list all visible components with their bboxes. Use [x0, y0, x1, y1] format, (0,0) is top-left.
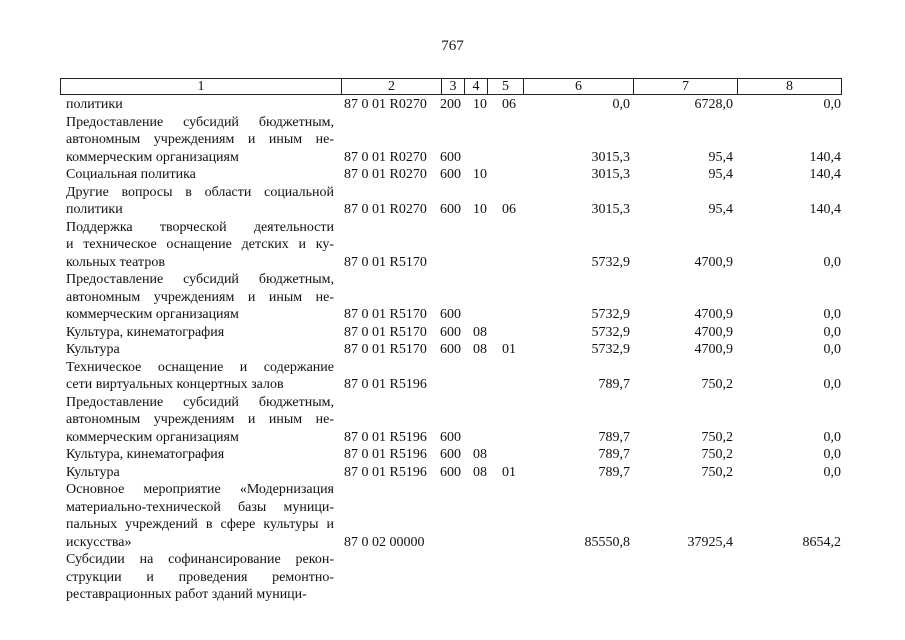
row-amount-col7: 6728,0 [694, 97, 733, 112]
row-amount-col8: 0,0 [823, 447, 841, 462]
row-section: 10 [473, 167, 487, 182]
row-name [66, 271, 334, 324]
row-name-line: искусства» [66, 534, 132, 550]
row-amount-col8: 140,4 [809, 167, 841, 182]
row-name [66, 551, 334, 604]
row-code: 87 0 01 R0270 [344, 167, 427, 182]
row-code: 87 0 01 R0270 [344, 202, 427, 217]
row-amount-col7: 95,4 [708, 149, 733, 165]
row-section: 08 [473, 464, 487, 480]
header-col-8: 8 [786, 79, 793, 94]
row-name-line: коммерческим организациям [66, 429, 239, 445]
row-code: 87 0 01 R5196 [344, 447, 427, 462]
row-amount-col6: 789,7 [598, 447, 630, 462]
row-name-line: реставрационных работ зданий муници- [66, 587, 307, 602]
row-amount-col7: 4700,9 [694, 324, 733, 340]
row-name [66, 114, 334, 167]
row-name [66, 394, 334, 447]
row-code: 87 0 01 R5170 [344, 254, 427, 270]
table-row [0, 96, 905, 114]
row-name-line: Основное мероприятие «Модернизация [66, 482, 334, 497]
row-name [66, 166, 334, 184]
row-name-line: коммерческим организациям [66, 149, 239, 165]
row-amount-col7: 4700,9 [694, 342, 733, 357]
row-code: 87 0 01 R0270 [344, 97, 427, 112]
row-name-line: Предоставление субсидий бюджетным, [66, 114, 334, 130]
row-amount-col7: 95,4 [708, 167, 733, 182]
row-amount-col8: 0,0 [823, 324, 841, 340]
row-amount-col6: 3015,3 [591, 167, 630, 182]
table-header [60, 78, 842, 95]
row-amount-col7: 95,4 [708, 202, 733, 217]
row-amount-col7: 750,2 [701, 464, 733, 480]
header-col-5: 5 [488, 79, 524, 94]
row-name-line: сети виртуальных концертных залов [66, 377, 284, 392]
row-amount-col8: 0,0 [823, 97, 841, 112]
header-col-6: 6 [524, 79, 634, 94]
table-row [0, 551, 905, 604]
row-section: 10 [473, 202, 487, 217]
table-row [0, 114, 905, 167]
table-row [0, 446, 905, 464]
row-name-line: Поддержка творческой деятельности [66, 219, 334, 235]
row-amount-col6: 789,7 [598, 464, 630, 480]
row-amount-col7: 750,2 [701, 447, 733, 462]
row-name-line: Техническое оснащение и содержание [66, 359, 334, 375]
row-subsection: 01 [502, 464, 516, 480]
row-name-line: автономным учреждениям и иным не- [66, 132, 334, 147]
row-name-line: Культура [66, 342, 120, 357]
header-col-2: 2 [342, 79, 442, 94]
row-amount-col6: 3015,3 [591, 149, 630, 165]
row-code: 87 0 01 R5170 [344, 324, 427, 340]
table-row [0, 341, 905, 359]
row-name [66, 359, 334, 394]
table-row [0, 271, 905, 324]
row-expense-type: 200 [440, 97, 461, 112]
row-subsection: 06 [502, 97, 516, 112]
row-name-line: Предоставление субсидий бюджетным, [66, 394, 334, 410]
row-amount-col6: 5732,9 [591, 254, 630, 270]
row-name-line: Социальная политика [66, 167, 196, 182]
row-section: 08 [473, 324, 487, 340]
row-name [66, 446, 334, 464]
row-expense-type: 600 [440, 307, 461, 322]
row-amount-col7: 4700,9 [694, 307, 733, 322]
row-amount-col8: 0,0 [823, 464, 841, 480]
row-code: 87 0 01 R5170 [344, 307, 427, 322]
table-row [0, 359, 905, 394]
row-name-line: Предоставление субсидий бюджетным, [66, 272, 334, 287]
row-name-line: коммерческим организациям [66, 307, 239, 322]
row-subsection: 06 [502, 202, 516, 217]
header-col-4: 4 [465, 79, 488, 94]
row-name [66, 324, 334, 342]
row-name [66, 219, 334, 272]
row-amount-col8: 140,4 [809, 202, 841, 217]
row-name-line: политики [66, 97, 123, 112]
row-expense-type: 600 [440, 202, 461, 217]
row-amount-col6: 3015,3 [591, 202, 630, 217]
row-expense-type: 600 [440, 167, 461, 182]
row-amount-col8: 8654,2 [802, 534, 841, 550]
row-expense-type: 600 [440, 447, 461, 462]
row-name-line: Субсидии на софинансирование рекон- [66, 552, 334, 567]
row-section: 08 [473, 447, 487, 462]
row-amount-col6: 85550,8 [584, 534, 630, 550]
row-amount-col7: 37925,4 [687, 534, 733, 550]
row-amount-col8: 0,0 [823, 254, 841, 270]
row-amount-col8: 0,0 [823, 377, 841, 392]
row-code: 87 0 01 R5196 [344, 377, 427, 392]
row-amount-col6: 5732,9 [591, 324, 630, 340]
row-name-line: автономным учреждениям и иным не- [66, 412, 334, 427]
row-name-line: Культура [66, 464, 120, 480]
header-col-7: 7 [634, 79, 738, 94]
row-code: 87 0 01 R5196 [344, 464, 427, 480]
row-expense-type: 600 [440, 324, 461, 340]
table-row [0, 481, 905, 551]
table-row [0, 324, 905, 342]
row-subsection: 01 [502, 342, 516, 357]
row-expense-type: 600 [440, 342, 461, 357]
row-expense-type: 600 [440, 149, 461, 165]
table-row [0, 166, 905, 184]
row-amount-col8: 0,0 [823, 307, 841, 322]
row-name-line: кольных театров [66, 254, 165, 270]
row-name [66, 184, 334, 219]
row-amount-col6: 789,7 [598, 429, 630, 445]
row-name [66, 341, 334, 359]
row-amount-col6: 5732,9 [591, 307, 630, 322]
row-amount-col6: 789,7 [598, 377, 630, 392]
row-amount-col8: 0,0 [823, 429, 841, 445]
row-expense-type: 600 [440, 464, 461, 480]
row-name-line: материально-технической базы муници- [66, 499, 334, 515]
table-row [0, 219, 905, 272]
page-number: 767 [441, 38, 464, 54]
row-section: 08 [473, 342, 487, 357]
row-name-line: пальных учреждений в сфере культуры и [66, 517, 334, 532]
row-name-line: Культура, кинематография [66, 324, 225, 340]
row-code: 87 0 02 00000 [344, 534, 425, 550]
row-amount-col7: 750,2 [701, 377, 733, 392]
table-row [0, 184, 905, 219]
table-row [0, 394, 905, 447]
row-name [66, 464, 334, 482]
table-body [0, 96, 905, 604]
row-name-line: и техническое оснащение детских и ку- [66, 237, 334, 252]
row-name-line: струкции и проведения ремонтно- [66, 569, 334, 585]
table-row [0, 464, 905, 482]
row-amount-col7: 4700,9 [694, 254, 733, 270]
row-amount-col8: 140,4 [809, 149, 841, 165]
row-name [66, 96, 334, 114]
row-amount-col6: 5732,9 [591, 342, 630, 357]
row-name-line: автономным учреждениям и иным не- [66, 289, 334, 305]
row-expense-type: 600 [440, 429, 461, 445]
row-section: 10 [473, 97, 487, 112]
row-code: 87 0 01 R5170 [344, 342, 427, 357]
row-amount-col7: 750,2 [701, 429, 733, 445]
row-name-line: Культура, кинематография [66, 447, 225, 462]
row-code: 87 0 01 R0270 [344, 149, 427, 165]
row-name [66, 481, 334, 551]
row-amount-col8: 0,0 [823, 342, 841, 357]
row-name-line: политики [66, 202, 123, 217]
row-code: 87 0 01 R5196 [344, 429, 427, 445]
row-amount-col6: 0,0 [612, 97, 630, 112]
header-col-3: 3 [442, 79, 465, 94]
row-name-line: Другие вопросы в области социальной [66, 184, 334, 200]
header-col-1: 1 [61, 79, 342, 94]
